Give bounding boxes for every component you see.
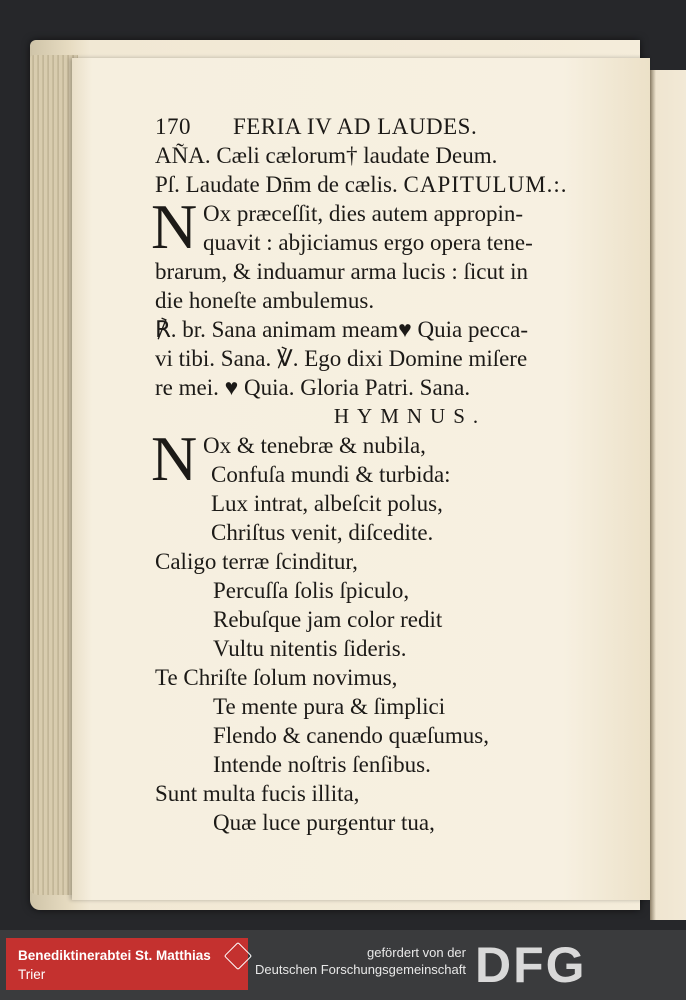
hymn-line: Te Chriſte ſolum novimus,	[155, 665, 398, 690]
page-edges	[30, 55, 78, 895]
page-text	[151, 112, 625, 837]
hymn-line: Vultu nitentis ſideris.	[213, 636, 407, 661]
footer-banner	[0, 930, 686, 1000]
institution-badge[interactable]	[6, 938, 248, 990]
capitulum-heading: CAPITULUM.:.	[403, 172, 568, 197]
funding-statement	[255, 944, 466, 978]
page-number: 170	[155, 114, 191, 139]
hymn-line: Te mente pura & ſimplici	[213, 694, 446, 719]
hymn-line: Quæ luce purgentur tua,	[213, 810, 435, 835]
dfg-logo[interactable]: DFG	[475, 937, 587, 993]
hymn-line: Flendo & canendo quæſumus,	[213, 723, 489, 748]
responsory-line: vi tibi. Sana. ℣. Ego dixi Domine miſere	[155, 346, 528, 371]
hymn-line: Lux intrat, albeſcit polus,	[211, 491, 443, 516]
running-head	[155, 112, 625, 141]
capitulum-dropcap: N	[151, 191, 198, 262]
hymn-dropcap: N	[151, 423, 198, 494]
hymnus-heading: HYMNUS.	[333, 404, 487, 428]
responsory-line: ℟. br. Sana animam meam♥ Quia pecca-	[155, 317, 528, 342]
running-head-title: FERIA IV AD LAUDES.	[233, 114, 478, 139]
hymn-line: Ox & tenebræ & nubila,	[203, 433, 426, 458]
hymn-line: Chriſtus venit, diſcedite.	[211, 520, 434, 545]
capitulum-line: die honeſte ambulemus.	[155, 288, 375, 313]
hymn-block	[151, 423, 625, 547]
hymn-line: Percuſſa ſolis ſpiculo,	[213, 578, 410, 603]
institution-name: Benediktinerabtei St. Matthias	[18, 948, 211, 963]
facing-page	[650, 70, 686, 920]
institution-logo-icon	[224, 942, 252, 970]
funding-line: Deutschen Forschungsgemeinschaft	[254, 962, 466, 977]
psalm-text: Pſ. Laudate Dn̄m de cælis.	[155, 172, 398, 197]
hymn-line: Confuſa mundi & turbida:	[211, 462, 451, 487]
hymn-line: Sunt multa fucis illita,	[155, 781, 360, 806]
institution-city: Trier	[18, 967, 46, 982]
psalm-line	[155, 170, 625, 199]
capitulum-line: quavit : abjiciamus ergo opera tene-	[203, 230, 533, 255]
capitulum-line: brarum, & induamur arma lucis : ſicut in	[155, 259, 529, 284]
hymn-line: Rebuſque jam color redit	[213, 607, 443, 632]
hymn-line: Intende noſtris ſenſibus.	[213, 752, 431, 777]
capitulum-block	[151, 191, 625, 315]
antiphon-line: AÑA. Cæli cælorum† laudate Deum.	[155, 143, 498, 168]
responsory-line: re mei. ♥ Quia. Gloria Patri. Sana.	[155, 375, 471, 400]
funding-line: gefördert von der	[366, 945, 466, 960]
capitulum-line: Ox præceſſit, dies autem appropin-	[203, 201, 524, 226]
hymn-line: Caligo terræ ſcinditur,	[155, 549, 358, 574]
